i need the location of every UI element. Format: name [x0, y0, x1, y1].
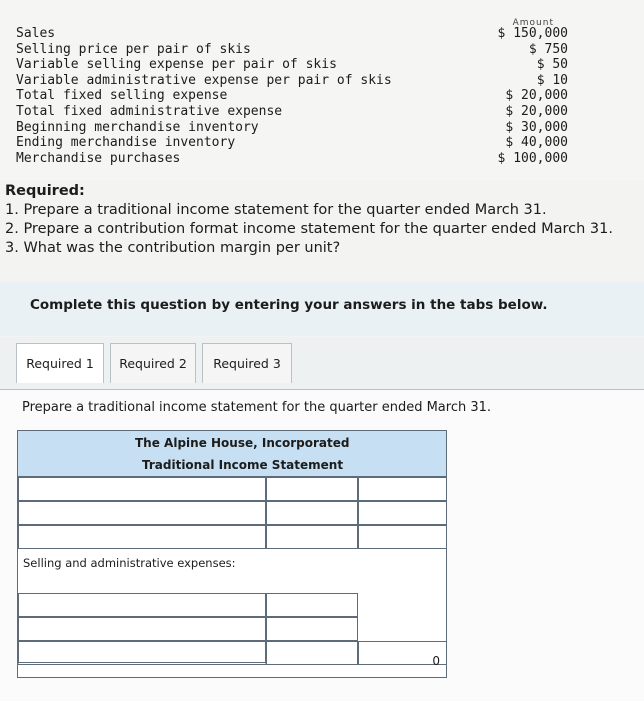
amount-input[interactable]	[266, 617, 358, 641]
data-row-label: Beginning merchandise inventory	[16, 119, 259, 135]
amount-input[interactable]	[266, 593, 358, 617]
data-row-label: Selling price per pair of skis	[16, 41, 251, 57]
prompt-text: Prepare a traditional income statement for the quarter ended March 31.	[22, 400, 492, 415]
amount-column-header: Amount	[512, 18, 554, 28]
amount-input[interactable]	[266, 501, 358, 525]
data-row-label: Variable administrative expense per pair of skis	[16, 72, 392, 88]
required-item-1: 1. Prepare a traditional income statement for the quarter ended March 31.	[5, 202, 547, 218]
selling-admin-label: Selling and administrative expenses:	[23, 556, 236, 570]
tab-required-2[interactable]: Required 2	[110, 343, 196, 383]
label-input[interactable]	[18, 641, 266, 665]
data-row-label: Sales	[16, 26, 56, 41]
tab-required-1[interactable]: Required 1	[16, 343, 104, 383]
required-section	[5, 182, 613, 258]
data-table	[0, 0, 644, 180]
data-row-amount: $ 10	[536, 72, 568, 88]
data-row-label: Total fixed selling expense	[16, 88, 228, 104]
data-row-amount: $ 50	[536, 57, 568, 73]
statement-title: Traditional Income Statement	[142, 458, 344, 472]
data-row-amount: $ 750	[528, 41, 568, 57]
income-statement-table	[17, 430, 447, 678]
data-row-label: Total fixed administrative expense	[16, 103, 283, 119]
total-input[interactable]	[358, 525, 447, 549]
amount-input[interactable]	[266, 525, 358, 549]
required-title: Required:	[5, 183, 85, 199]
data-row-label: Variable selling expense per pair of skis	[16, 57, 337, 73]
required-item-3: 3. What was the contribution margin per unit?	[5, 240, 341, 256]
required-item-2: 2. Prepare a contribution format income statement for the quarter ended March 31.	[5, 221, 613, 237]
data-row-amount: $ 100,000	[497, 150, 568, 166]
data-row-label: Merchandise purchases	[16, 150, 181, 166]
data-row-amount: $ 30,000	[505, 119, 568, 135]
total-input[interactable]	[358, 501, 447, 525]
statement-header	[18, 431, 446, 477]
label-input[interactable]	[18, 617, 266, 641]
amount-input[interactable]	[266, 477, 358, 501]
label-input[interactable]	[18, 525, 266, 549]
amount-input[interactable]	[266, 641, 358, 665]
total-input[interactable]	[358, 477, 447, 501]
data-row-amount: $ 20,000	[505, 103, 568, 119]
data-row-amount: $ 40,000	[505, 135, 568, 151]
label-input[interactable]	[18, 593, 266, 617]
instruction-text: Complete this question by entering your answers in the tabs below.	[30, 297, 548, 313]
label-input[interactable]	[18, 477, 266, 501]
tab-required-3[interactable]: Required 3	[202, 343, 292, 383]
company-name: The Alpine House, Incorporated	[135, 436, 350, 450]
data-row-label: Ending merchandise inventory	[16, 135, 236, 151]
data-row-amount: $ 20,000	[505, 88, 568, 104]
total-value: 0	[432, 654, 440, 668]
label-input[interactable]	[18, 501, 266, 525]
data-row-amount: $ 150,000	[497, 26, 568, 41]
